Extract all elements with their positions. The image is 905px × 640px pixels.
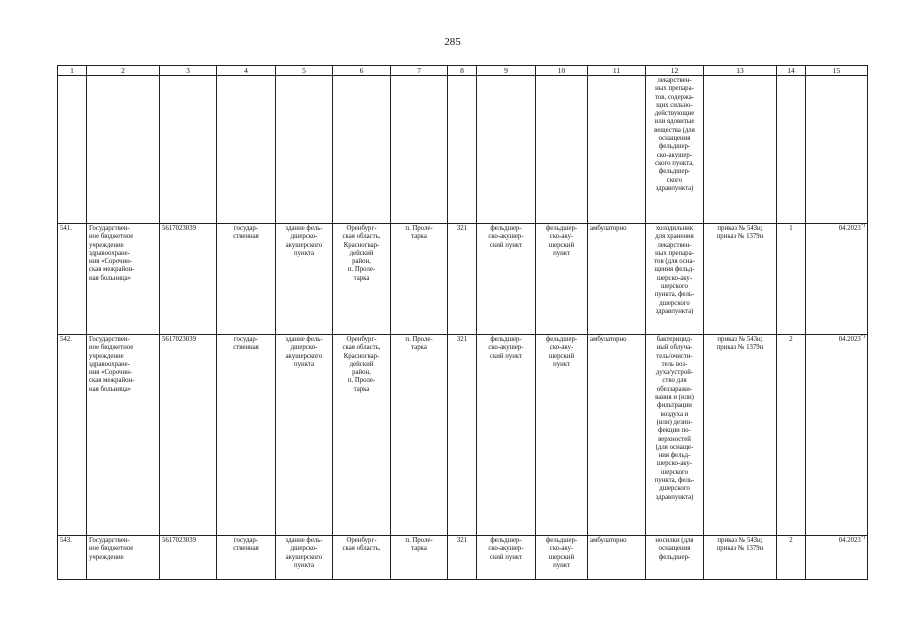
- header-cell: 8: [448, 66, 477, 76]
- cont-cell-8: [448, 76, 477, 224]
- address-text: Оренбург- ская область, Красногвар- дейский район, п. Проле- тарка: [342, 336, 381, 393]
- cont-cell-3: [160, 76, 217, 224]
- cell-date: [806, 224, 868, 335]
- cont-cell-9: [477, 76, 536, 224]
- table-row: [58, 536, 868, 580]
- cont-cell-7: [391, 76, 448, 224]
- org-text: Государствен- ное бюджетное учреждение здравоохране- ния «Сорочин- ская межрайон- ная больница»: [89, 336, 135, 393]
- cell-type1: [477, 224, 536, 335]
- header-cell: 12: [646, 66, 704, 76]
- cell-inn: [160, 224, 217, 335]
- header-cell: 11: [588, 66, 646, 76]
- type1-text: фельдшер- ско-акушер- ский пункт: [488, 537, 524, 561]
- care-text: амбулаторно: [590, 537, 627, 544]
- type2-text: фельдшер- ско-аку- шерский пункт: [545, 336, 578, 368]
- address-text: Оренбург- ская область, Красногвар- дейский район, п. Проле- тарка: [342, 225, 381, 282]
- cell-locality: [391, 536, 448, 580]
- cell-inn: [160, 335, 217, 536]
- header-cell: 5: [276, 66, 333, 76]
- cell-building: [276, 335, 333, 536]
- cont-cell-11: [588, 76, 646, 224]
- cell-equipment: [646, 536, 704, 580]
- header-cell: 6: [333, 66, 391, 76]
- cell-code: [448, 536, 477, 580]
- cell-code: [448, 224, 477, 335]
- inn-text: 5617023039: [162, 225, 196, 232]
- locality-text: п. Проле- тарка: [405, 225, 433, 241]
- ownership-text: государ- ственная: [233, 537, 259, 553]
- inn-text: 5617023039: [162, 336, 196, 343]
- header-cell: 14: [777, 66, 806, 76]
- cell-qty: [777, 335, 806, 536]
- cell-equipment: [646, 224, 704, 335]
- type2-text: фельдшер- ско-аку- шерский пункт: [545, 537, 578, 569]
- cell-code: [448, 335, 477, 536]
- cell-ownership: [217, 224, 276, 335]
- inn-text: 5617023039: [162, 537, 196, 544]
- continuation-row: [58, 76, 868, 224]
- header-row: [58, 66, 868, 76]
- cell-locality: [391, 224, 448, 335]
- cell-order: [704, 224, 777, 335]
- type1-text: фельдшер- ско-акушер- ский пункт: [488, 336, 524, 360]
- equipment-text: бактерицид- ный облуча- тель/очисти- тель воз- духа/устрой- ство для обеззаражи- вания и (или) фильтрации воздуха и (или) дезин- фекции по- верхностей (для оснаще- ния фельд- шерско-аку- шерского пункта, фель- дшерского здравпункта): [654, 336, 695, 501]
- cell-address: [333, 536, 391, 580]
- num-text: 542.: [60, 336, 72, 343]
- cell-order: [704, 335, 777, 536]
- cont-cell-13: [704, 76, 777, 224]
- cont-cell-15: [806, 76, 868, 224]
- cell-type1: [477, 335, 536, 536]
- org-text: Государствен- ное бюджетное учреждение: [89, 537, 134, 561]
- date-footnote-mark: *): [860, 334, 865, 340]
- cell-type2: [536, 536, 588, 580]
- cell-type2: [536, 224, 588, 335]
- date-text: 04.2023: [838, 225, 861, 232]
- date-footnote-mark: *): [860, 535, 865, 541]
- cell-address: [333, 335, 391, 536]
- cell-num: [58, 335, 87, 536]
- qty-text: 1: [789, 225, 793, 232]
- header-cell: 3: [160, 66, 217, 76]
- cont-equipment: [646, 76, 704, 224]
- cell-num: [58, 224, 87, 335]
- cell-num: [58, 536, 87, 580]
- cell-care: [588, 224, 646, 335]
- cont-cell-2: [87, 76, 160, 224]
- cont-cell-1: [58, 76, 87, 224]
- header-cell: 7: [391, 66, 448, 76]
- cont-cell-6: [333, 76, 391, 224]
- cell-org: [87, 224, 160, 335]
- equipment-text: холодильник для хранения лекарствен- ных препара- тов (для осна- щения фельд- шерско-аку- шерского пункта, фель- дшерского здравпункта): [654, 225, 695, 315]
- ownership-text: государ- ственная: [233, 336, 259, 352]
- date-text: 04.2023: [838, 336, 861, 343]
- header-cell: 1: [58, 66, 87, 76]
- cell-qty: [777, 536, 806, 580]
- type1-text: фельдшер- ско-акушер- ский пункт: [488, 225, 524, 249]
- care-text: амбулаторно: [590, 336, 627, 343]
- cell-type2: [536, 335, 588, 536]
- code-text: 321: [456, 537, 468, 544]
- header-cell: 9: [477, 66, 536, 76]
- registry-table: [57, 65, 868, 580]
- cell-building: [276, 536, 333, 580]
- cont-equipment-text: лекарствен- ных препара- тов, содержа- щих сильно- действующие или ядовитые вещества (для оснащения фельдшер- ско-акушер- ского пункта, фельдшер- ского здравпункта): [654, 77, 695, 192]
- qty-text: 2: [789, 336, 793, 343]
- building-text: здание фель- дшерско- акушерского пункта: [285, 336, 323, 368]
- code-text: 321: [456, 336, 468, 343]
- cell-care: [588, 536, 646, 580]
- cont-cell-5: [276, 76, 333, 224]
- num-text: 541.: [60, 225, 72, 232]
- cell-ownership: [217, 536, 276, 580]
- cell-date: [806, 536, 868, 580]
- type2-text: фельдшер- ско-аку- шерский пункт: [545, 225, 578, 257]
- building-text: здание фель- дшерско- акушерского пункта: [285, 225, 323, 257]
- building-text: здание фель- дшерско- акушерского пункта: [285, 537, 323, 569]
- cell-inn: [160, 536, 217, 580]
- order-text: приказ № 543н; приказ № 1379н: [716, 225, 764, 241]
- ownership-text: государ- ственная: [233, 225, 259, 241]
- cell-order: [704, 536, 777, 580]
- org-text: Государствен- ное бюджетное учреждение здравоохране- ния «Сорочин- ская межрайон- ная больница»: [89, 225, 135, 282]
- cell-building: [276, 224, 333, 335]
- date-text: 04.2023: [838, 537, 861, 544]
- locality-text: п. Проле- тарка: [405, 336, 433, 352]
- order-text: приказ № 543н; приказ № 1379н: [716, 336, 764, 352]
- address-text: Оренбург- ская область,: [342, 537, 381, 553]
- locality-text: п. Проле- тарка: [405, 537, 433, 553]
- cell-type1: [477, 536, 536, 580]
- cell-equipment: [646, 335, 704, 536]
- cont-cell-14: [777, 76, 806, 224]
- equipment-text: носилки (для оснащения фельдшер-: [655, 537, 694, 561]
- date-footnote-mark: *): [860, 223, 865, 229]
- header-cell: 2: [87, 66, 160, 76]
- table-row: [58, 335, 868, 536]
- qty-text: 2: [789, 537, 793, 544]
- cell-qty: [777, 224, 806, 335]
- header-cell: 10: [536, 66, 588, 76]
- cont-cell-4: [217, 76, 276, 224]
- cell-org: [87, 536, 160, 580]
- cell-address: [333, 224, 391, 335]
- table-row: [58, 224, 868, 335]
- cell-ownership: [217, 335, 276, 536]
- care-text: амбулаторно: [590, 225, 627, 232]
- header-cell: 4: [217, 66, 276, 76]
- code-text: 321: [456, 225, 468, 232]
- order-text: приказ № 543н; приказ № 1379н: [716, 537, 764, 553]
- page-number: 285: [444, 36, 461, 48]
- cell-locality: [391, 335, 448, 536]
- cont-cell-10: [536, 76, 588, 224]
- cell-org: [87, 335, 160, 536]
- cell-date: [806, 335, 868, 536]
- cell-care: [588, 335, 646, 536]
- header-cell: 13: [704, 66, 777, 76]
- num-text: 543.: [60, 537, 72, 544]
- header-cell: 15: [806, 66, 868, 76]
